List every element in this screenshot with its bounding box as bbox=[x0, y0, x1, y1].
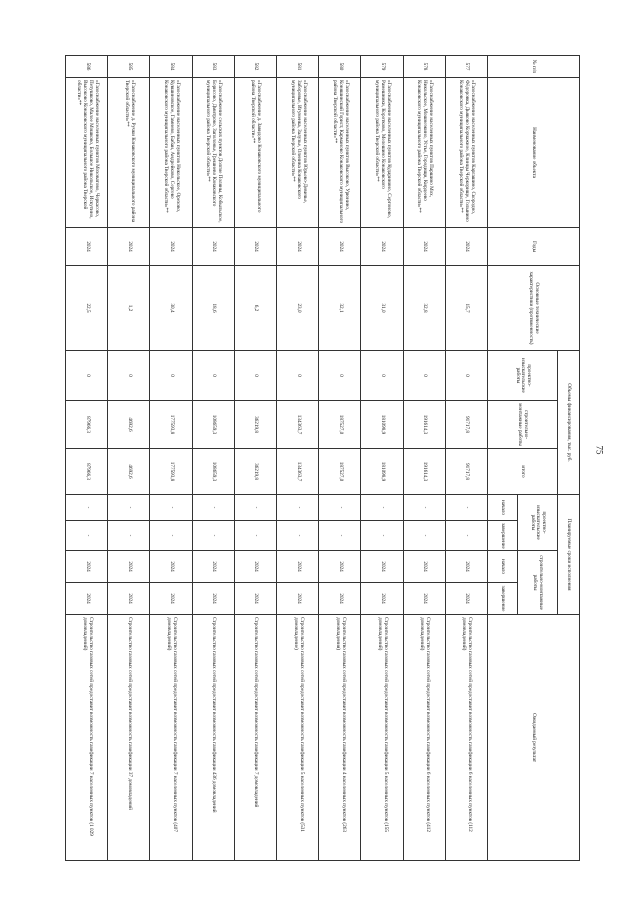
row-build-start: 2024 bbox=[234, 551, 276, 583]
row-build-end: 2024 bbox=[277, 583, 319, 615]
row-design-end: - bbox=[234, 521, 276, 551]
row-design-end: - bbox=[66, 521, 108, 551]
row-name: «Газоснабжение сельских пунктов Долгие Поляны, Кобыльское, Борисово, Дмитрово, Заполонье, Грешнево Конаковского муниципального района Тверской области»** bbox=[192, 78, 234, 228]
row-length: 32,8 bbox=[403, 266, 445, 351]
row-fin-design: 0 bbox=[234, 351, 276, 401]
row-year: 2024 bbox=[445, 228, 487, 266]
page-number: 75 bbox=[594, 445, 605, 455]
header-years: Годы bbox=[488, 228, 580, 266]
row-design-end: - bbox=[277, 521, 319, 551]
row-fin-build: 4692,6 bbox=[108, 401, 150, 449]
table-row bbox=[150, 56, 192, 861]
row-build-end: 2024 bbox=[192, 583, 234, 615]
rotated-page bbox=[65, 55, 580, 860]
row-year: 2024 bbox=[319, 228, 361, 266]
row-num: 580 bbox=[319, 56, 361, 78]
row-fin-total: 36219,8 bbox=[234, 449, 276, 495]
row-fin-total: 87966,3 bbox=[66, 449, 108, 495]
row-build-end: 2024 bbox=[66, 583, 108, 615]
row-year: 2024 bbox=[108, 228, 150, 266]
row-fin-design: 0 bbox=[445, 351, 487, 401]
table-row bbox=[361, 56, 403, 861]
row-year: 2024 bbox=[192, 228, 234, 266]
row-length: 18,6 bbox=[192, 266, 234, 351]
row-num: 586 bbox=[66, 56, 108, 78]
row-length: 22,5 bbox=[66, 266, 108, 351]
row-fin-total: 91717,8 bbox=[445, 449, 487, 495]
gasification-table bbox=[65, 55, 580, 861]
row-length: 23,0 bbox=[277, 266, 319, 351]
row-num: 583 bbox=[192, 56, 234, 78]
row-year: 2024 bbox=[277, 228, 319, 266]
row-fin-design: 0 bbox=[403, 351, 445, 401]
row-build-end: 2024 bbox=[403, 583, 445, 615]
row-build-end: 2024 bbox=[319, 583, 361, 615]
row-design-start: - bbox=[403, 495, 445, 521]
row-design-start: - bbox=[108, 495, 150, 521]
row-length: 1,2 bbox=[108, 266, 150, 351]
row-fin-design: 0 bbox=[150, 351, 192, 401]
row-name: «Газоснабжение населенных пунктов Паршино Мох, Никольское, Мошнеэкино, Устье, Городищи, Кирдеево Конаковского муниципального района Тверской области»** bbox=[403, 78, 445, 228]
table-row bbox=[277, 56, 319, 861]
row-name: «Газоснабжение д. Завидово Конаковского муниципального района Тверской области»** bbox=[234, 78, 276, 228]
row-num: 579 bbox=[361, 56, 403, 78]
row-build-start: 2024 bbox=[277, 551, 319, 583]
row-fin-design: 0 bbox=[192, 351, 234, 401]
row-design-end: - bbox=[361, 521, 403, 551]
row-result: Строительство газовых сетей предоставит возможность газификации 37 домовладений bbox=[108, 615, 150, 861]
header-fin-build: строительно-монтажные работы bbox=[488, 401, 558, 449]
row-year: 2024 bbox=[66, 228, 108, 266]
row-design-start: - bbox=[234, 495, 276, 521]
row-length: 32,1 bbox=[319, 266, 361, 351]
table-row bbox=[66, 56, 108, 861]
row-build-start: 2024 bbox=[403, 551, 445, 583]
row-num: 577 bbox=[445, 56, 487, 78]
table-row bbox=[234, 56, 276, 861]
header-dl-build: строительно-монтажные работы bbox=[518, 551, 558, 615]
row-design-end: - bbox=[108, 521, 150, 551]
header-basic: Основные технические характеристики (протяженность) bbox=[488, 266, 580, 351]
row-build-start: 2024 bbox=[192, 551, 234, 583]
row-fin-total: 181098,9 bbox=[361, 449, 403, 495]
header-result: Ожидаемый результат bbox=[488, 615, 580, 861]
row-length: 31,0 bbox=[361, 266, 403, 351]
row-fin-total: 108659,3 bbox=[192, 449, 234, 495]
row-fin-design: 0 bbox=[108, 351, 150, 401]
row-year: 2024 bbox=[150, 228, 192, 266]
row-fin-build: 181098,9 bbox=[361, 401, 403, 449]
row-build-start: 2024 bbox=[361, 551, 403, 583]
row-result: Строительство газовых сетей предоставит возможность газификации 436 домовладений bbox=[192, 615, 234, 861]
row-design-end: - bbox=[445, 521, 487, 551]
row-year: 2024 bbox=[403, 228, 445, 266]
row-build-start: 2024 bbox=[108, 551, 150, 583]
row-fin-build: 91717,8 bbox=[445, 401, 487, 449]
row-fin-build: 191614,3 bbox=[403, 401, 445, 449]
row-fin-total: 191614,3 bbox=[403, 449, 445, 495]
header-name: Наименование объекта bbox=[488, 78, 580, 228]
row-design-start: - bbox=[192, 495, 234, 521]
row-name: «Газоснабжение населенных пунктов Юрьево-Девичье, Заборовье, Игуменка, Залузье, Оленина Конаковского муниципального района Тверской области»** bbox=[277, 78, 319, 228]
row-result: Строительство газовых сетей предоставит возможность газификации 7 домовладений bbox=[234, 615, 276, 861]
table-row bbox=[445, 56, 487, 861]
row-name: «Газоснабжение населенных пунктов Моховатово, Черкасово, Петушково, Малое Мошково, Большое Никольское, Искутино, Высоково Конаковского муниципального района Тверской области»** bbox=[66, 78, 108, 228]
row-fin-total: 4692,6 bbox=[108, 449, 150, 495]
row-result: Строительство газовых сетей предоставит возможность газификации 4 населенных пунктов (263 домовладения) bbox=[319, 615, 361, 861]
header-design-start: начало bbox=[488, 495, 518, 521]
row-fin-build: 87966,3 bbox=[66, 401, 108, 449]
header-financing: Объемы финансирования, тыс. руб. bbox=[558, 351, 580, 495]
row-design-start: - bbox=[319, 495, 361, 521]
row-design-end: - bbox=[319, 521, 361, 551]
row-fin-design: 0 bbox=[66, 351, 108, 401]
row-fin-total: 177593,8 bbox=[150, 449, 192, 495]
row-result: Строительство газовых сетей предоставит возможность газификации 6 населенных пунктов (412 домовладений) bbox=[403, 615, 445, 861]
row-result: Строительство газовых сетей предоставит возможность газификации 5 населенных пунктов (155 домовладений) bbox=[361, 615, 403, 861]
row-num: 578 bbox=[403, 56, 445, 78]
row-fin-build: 108659,3 bbox=[192, 401, 234, 449]
header-design-end: завершение bbox=[488, 521, 518, 551]
header-fin-design: проектно-изыскательские работы bbox=[488, 351, 558, 401]
row-fin-build: 187527,0 bbox=[319, 401, 361, 449]
row-build-start: 2024 bbox=[319, 551, 361, 583]
row-build-end: 2024 bbox=[445, 583, 487, 615]
table-row bbox=[403, 56, 445, 861]
table-row bbox=[192, 56, 234, 861]
row-build-start: 2024 bbox=[150, 551, 192, 583]
row-result: Строительство газовых сетей предоставит возможность газификации 5 населенных пунктов (531 домовладение) bbox=[277, 615, 319, 861]
row-length: 30,4 bbox=[150, 266, 192, 351]
row-fin-build: 177593,8 bbox=[150, 401, 192, 449]
row-fin-design: 0 bbox=[277, 351, 319, 401]
row-num: 582 bbox=[234, 56, 276, 78]
row-design-start: - bbox=[150, 495, 192, 521]
row-build-end: 2024 bbox=[234, 583, 276, 615]
row-result: Строительство газовых сетей предоставит возможность газификации 6 населенных пунктов (112 домовладений) bbox=[445, 615, 487, 861]
row-result: Строительство газовых сетей предоставит возможность газификации 7 населенных пунктов (1 029 домовладений) bbox=[66, 615, 108, 861]
row-year: 2024 bbox=[234, 228, 276, 266]
header-build-end: завершение bbox=[488, 583, 518, 615]
header-build-start: начало bbox=[488, 551, 518, 583]
row-year: 2024 bbox=[361, 228, 403, 266]
row-name: «Газоснабжение населенных пунктов Высоково, Урюнино, Коняшинский Горист, Карманово Конаковского муниципального района Тверской области»** bbox=[319, 78, 361, 228]
row-fin-design: 0 bbox=[319, 351, 361, 401]
row-num: 581 bbox=[277, 56, 319, 78]
row-fin-build: 134363,7 bbox=[277, 401, 319, 449]
row-fin-total: 134363,7 bbox=[277, 449, 319, 495]
table-row bbox=[108, 56, 150, 861]
row-fin-total: 187527,0 bbox=[319, 449, 361, 495]
row-length: 15,7 bbox=[445, 266, 487, 351]
row-num: 585 bbox=[108, 56, 150, 78]
table-row bbox=[319, 56, 361, 861]
row-build-start: 2024 bbox=[66, 551, 108, 583]
row-name: «Газоснабжение д. Ручки Конаковского муниципального района Тверской области»** bbox=[108, 78, 150, 228]
row-length: 6,2 bbox=[234, 266, 276, 351]
row-design-start: - bbox=[445, 495, 487, 521]
row-name: «Газоснабжение населенных пунктов Кударинино, Сергоново, Рамешники, Коротково, Мелешино Конаковского муниципального района Тверской области»** bbox=[361, 78, 403, 228]
row-design-start: - bbox=[277, 495, 319, 521]
row-result: Строительство газовых сетей предоставит возможность газификации 7 населенных пунктов (407 домовладений) bbox=[150, 615, 192, 861]
row-fin-design: 0 bbox=[361, 351, 403, 401]
header-fin-total: итого bbox=[488, 449, 558, 495]
row-design-start: - bbox=[66, 495, 108, 521]
row-name: «Газоснабжение населенных пунктов Никольское, Орехово, Кувшиновское, Гамнево, Бабаи, Андрейково, Сергево Конаковского муниципального района Тверской области»** bbox=[150, 78, 192, 228]
row-design-end: - bbox=[403, 521, 445, 551]
row-name: «Газоснабжение населенных пунктов Каргашино, Скородно, Фёдоровка, Дьяково Корчажное, Клинцы Черкорище, Голынино Конаковского муниципального района Тверской области»** bbox=[445, 78, 487, 228]
row-design-end: - bbox=[150, 521, 192, 551]
header-dl-design: проектно-изыскательские работы bbox=[518, 495, 558, 551]
row-build-end: 2024 bbox=[150, 583, 192, 615]
row-design-start: - bbox=[361, 495, 403, 521]
row-fin-build: 36219,8 bbox=[234, 401, 276, 449]
row-build-end: 2024 bbox=[108, 583, 150, 615]
row-build-start: 2024 bbox=[445, 551, 487, 583]
row-build-end: 2024 bbox=[361, 583, 403, 615]
row-num: 584 bbox=[150, 56, 192, 78]
header-num: № п/п bbox=[488, 56, 580, 78]
row-design-end: - bbox=[192, 521, 234, 551]
header-deadlines: Планируемые сроки исполнения bbox=[558, 495, 580, 615]
